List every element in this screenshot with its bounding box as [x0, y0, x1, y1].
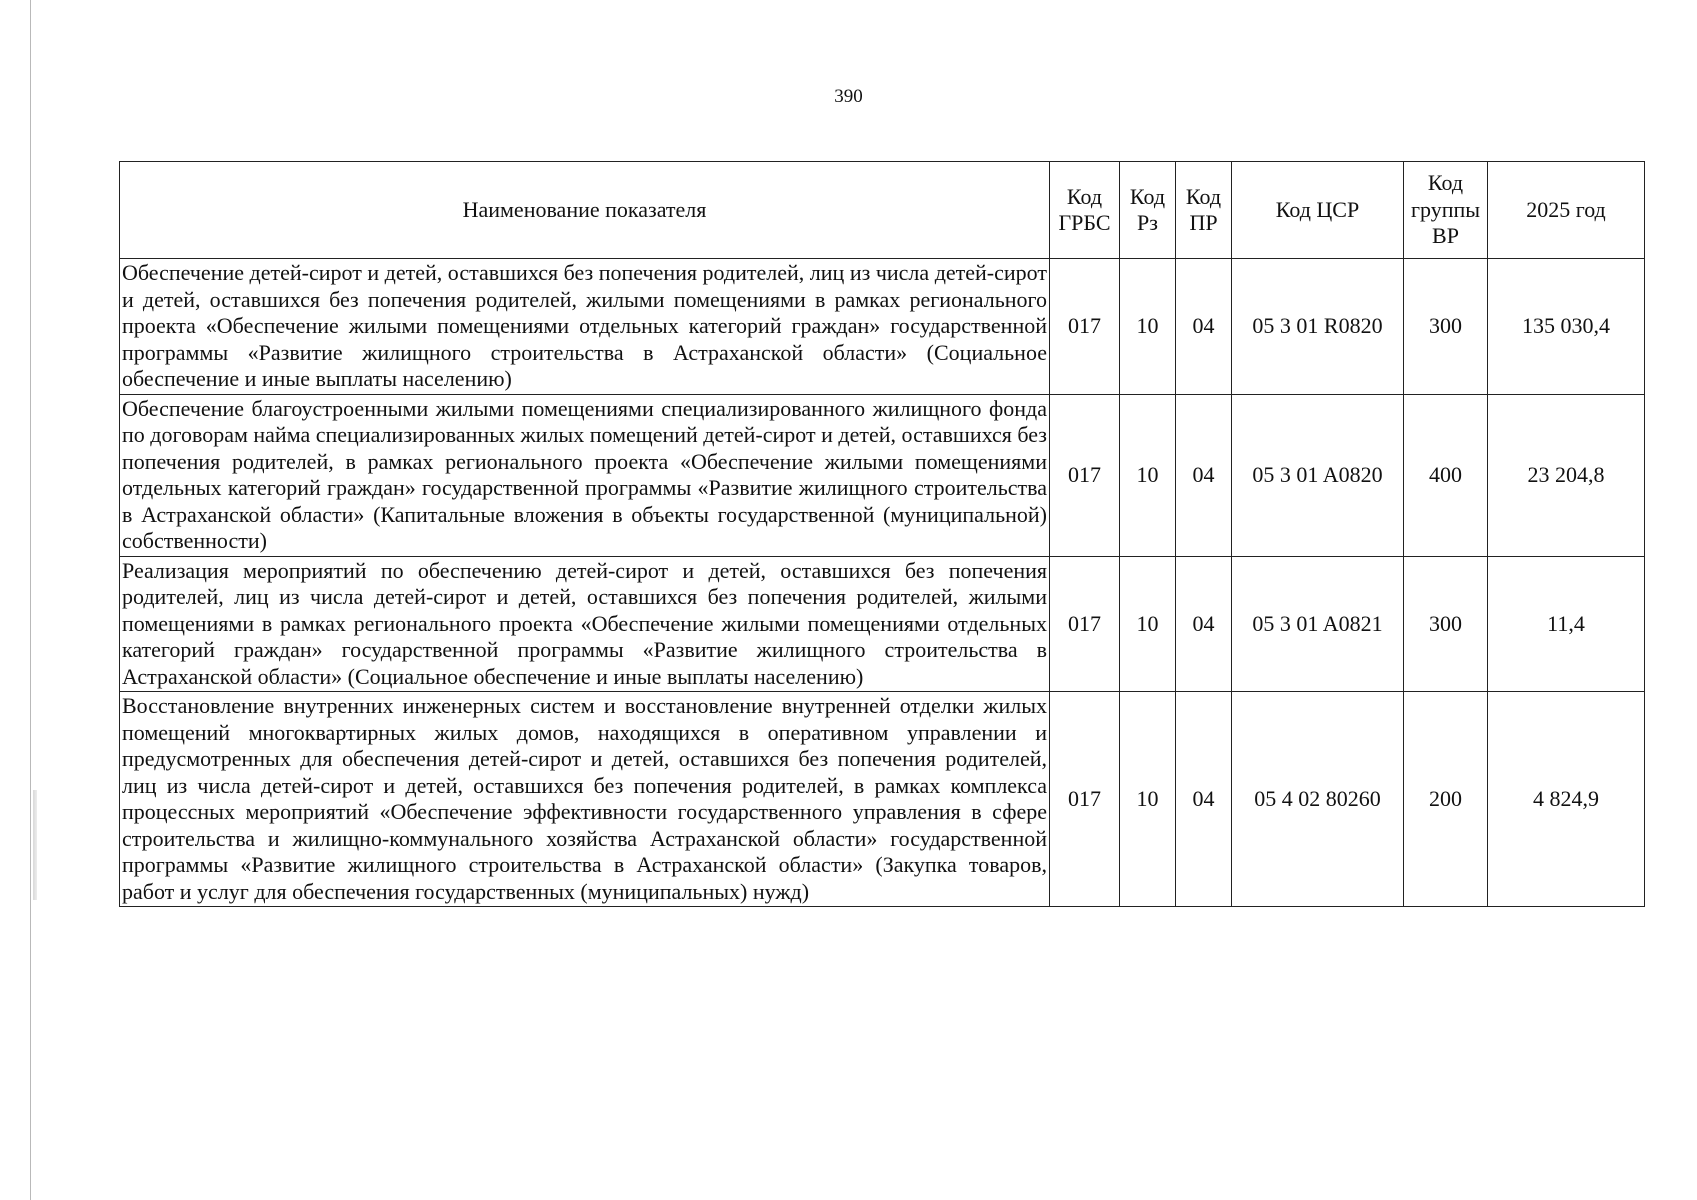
row-amount: 4 824,9 [1488, 692, 1645, 907]
row-grbs: 017 [1050, 692, 1120, 907]
header-pr: Код ПР [1176, 162, 1232, 259]
row-csr: 05 3 01 R0820 [1232, 259, 1404, 395]
row-name: Обеспечение детей-сирот и детей, оставшихся без попечения родителей, лиц из числа детей-сирот и детей, оставшихся без попечения родителей, жилыми помещениями в рамках регионального проекта «Обеспечение жилыми помещениями отдельных категорий граждан» государственной программы «Развитие жилищного строительства в Астраханской области» (Социальное обеспечение и иные выплаты населению) [120, 259, 1050, 395]
header-csr: Код ЦСР [1232, 162, 1404, 259]
header-name: Наименование показателя [120, 162, 1050, 259]
row-pr: 04 [1176, 394, 1232, 556]
row-pr: 04 [1176, 692, 1232, 907]
row-vr: 300 [1404, 259, 1488, 395]
row-rz: 10 [1120, 692, 1176, 907]
header-rz: Код Рз [1120, 162, 1176, 259]
row-csr: 05 3 01 A0820 [1232, 394, 1404, 556]
row-name: Реализация мероприятий по обеспечению детей-сирот и детей, оставшихся без попечения родителей, лиц из числа детей-сирот и детей, оставшихся без попечения родителей, жилыми помещениями в рамках регионального проекта «Обеспечение жилыми помещениями отдельных категорий граждан» государственной программы «Развитие жилищного строительства в Астраханской области» (Социальное обеспечение и иные выплаты населению) [120, 556, 1050, 692]
row-vr: 200 [1404, 692, 1488, 907]
table-row [120, 556, 1645, 692]
row-vr: 400 [1404, 394, 1488, 556]
table-row [120, 692, 1645, 907]
row-amount: 23 204,8 [1488, 394, 1645, 556]
row-pr: 04 [1176, 259, 1232, 395]
table-row [120, 394, 1645, 556]
page-number: 390 [834, 86, 863, 107]
row-csr: 05 4 02 80260 [1232, 692, 1404, 907]
row-grbs: 017 [1050, 556, 1120, 692]
scan-edge-line [30, 0, 31, 1200]
header-grbs: Код ГРБС [1050, 162, 1120, 259]
scan-shadow-mark [33, 790, 37, 900]
row-name: Обеспечение благоустроенными жилыми помещениями специализированного жилищного фонда по договорам найма специализированных жилых помещений детей-сирот и детей, оставшихся без попечения родителей, в рамках регионального проекта «Обеспечение жилыми помещениями отдельных категорий граждан» государственной программы «Развитие жилищного строительства в Астраханской области» (Капитальные вложения в объекты государственной (муниципальной) собственности) [120, 394, 1050, 556]
row-csr: 05 3 01 A0821 [1232, 556, 1404, 692]
row-rz: 10 [1120, 259, 1176, 395]
row-amount: 135 030,4 [1488, 259, 1645, 395]
row-grbs: 017 [1050, 259, 1120, 395]
table-header-row [120, 162, 1645, 259]
row-grbs: 017 [1050, 394, 1120, 556]
row-rz: 10 [1120, 394, 1176, 556]
table-row [120, 259, 1645, 395]
row-vr: 300 [1404, 556, 1488, 692]
header-vr: Код группы ВР [1404, 162, 1488, 259]
row-pr: 04 [1176, 556, 1232, 692]
row-rz: 10 [1120, 556, 1176, 692]
row-name: Восстановление внутренних инженерных систем и восстановление внутренней отделки жилых помещений многоквартирных жилых домов, находящихся в оперативном управлении и предусмотренных для обеспечения детей-сирот и детей, оставшихся без попечения родителей, лиц из числа детей-сирот и детей, оставшихся без попечения родителей, в рамках комплекса процессных мероприятий «Обеспечение эффективности государственного управления в сфере строительства и жилищно-коммунального хозяйства Астраханской области» государственной программы «Развитие жилищного строительства в Астраханской области» (Закупка товаров, работ и услуг для обеспечения государственных (муниципальных) нужд) [120, 692, 1050, 907]
budget-table [119, 161, 1645, 907]
row-amount: 11,4 [1488, 556, 1645, 692]
header-year: 2025 год [1488, 162, 1645, 259]
